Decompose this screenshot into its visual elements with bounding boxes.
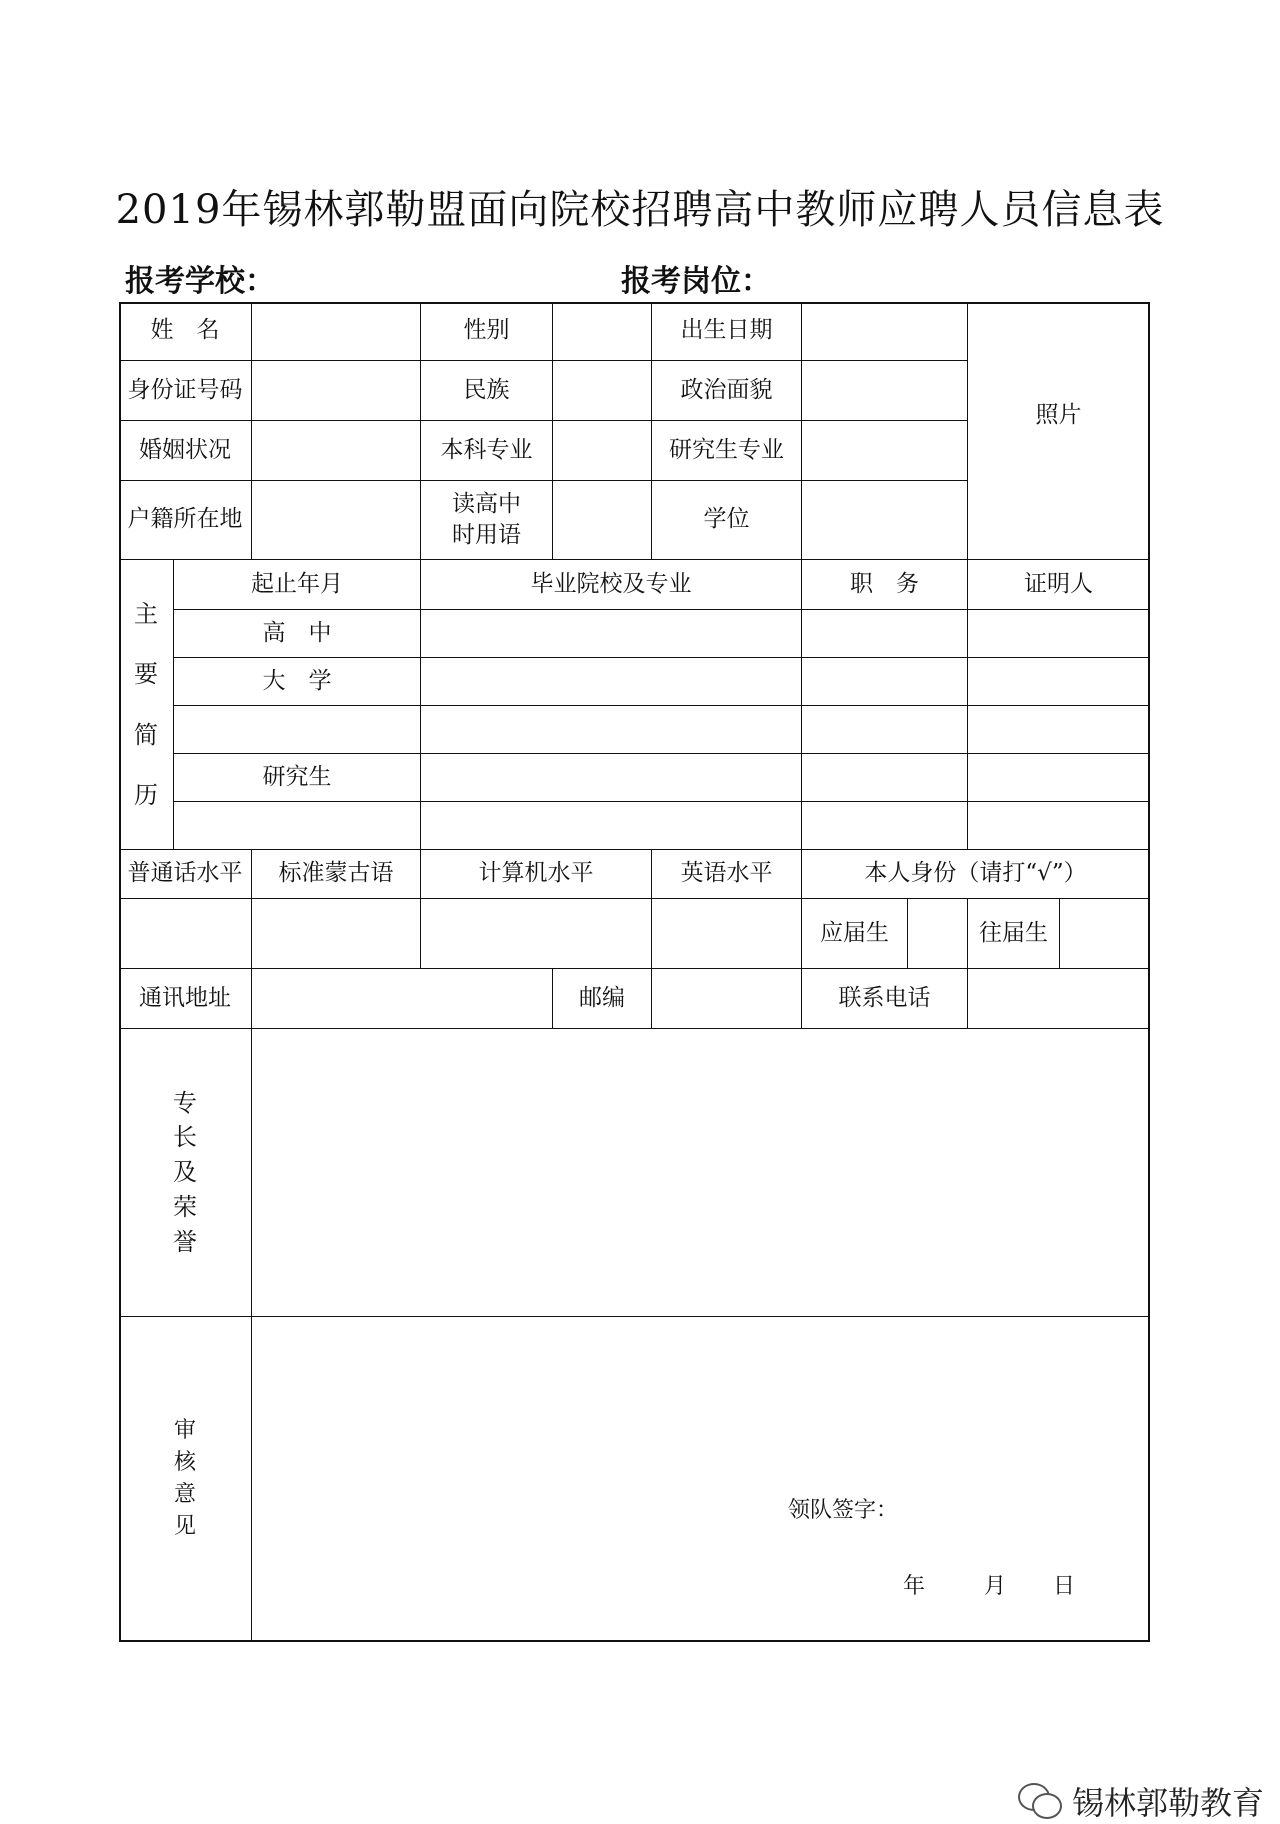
label-prev-grad: 往届生 <box>968 899 1060 969</box>
resume-school-5[interactable] <box>421 802 802 850</box>
field-specialty[interactable] <box>252 1029 1150 1317</box>
school-label: 报考学校： <box>125 264 275 299</box>
wechat-icon <box>1018 1783 1062 1819</box>
checkbox-prev-grad[interactable] <box>1060 899 1150 969</box>
label-specialty: 专 长 及 荣 誉 <box>119 1029 252 1317</box>
field-grad-major[interactable] <box>802 421 968 481</box>
label-undergrad-major: 本科专业 <box>421 421 553 481</box>
label-marital: 婚姻状况 <box>119 421 252 481</box>
label-name: 姓 名 <box>119 302 252 361</box>
label-degree: 学位 <box>652 481 802 560</box>
field-mandarin[interactable] <box>119 899 252 969</box>
label-postcode: 邮编 <box>553 969 652 1029</box>
field-birth[interactable] <box>802 302 968 361</box>
resume-duty-4[interactable] <box>802 754 968 802</box>
label-resume: 主 要 简 历 <box>119 560 174 850</box>
header-period: 起止年月 <box>174 560 421 610</box>
watermark-text: 锡林郭勒教育 <box>1072 1784 1265 1822</box>
field-ethnicity[interactable] <box>553 361 652 421</box>
field-english[interactable] <box>652 899 802 969</box>
field-degree[interactable] <box>802 481 968 560</box>
label-mongolian: 标准蒙古语 <box>252 850 421 899</box>
label-grad-major: 研究生专业 <box>652 421 802 481</box>
photo-box[interactable] <box>968 302 1150 560</box>
header-witness: 证明人 <box>968 560 1150 610</box>
label-birth: 出生日期 <box>652 302 802 361</box>
field-undergrad-major[interactable] <box>553 421 652 481</box>
field-political[interactable] <box>802 361 968 421</box>
label-gender: 性别 <box>421 302 553 361</box>
resume-row-highschool: 高 中 <box>174 610 421 658</box>
resume-period-5[interactable] <box>174 802 421 850</box>
resume-school-2[interactable] <box>421 658 802 706</box>
label-hukou: 户籍所在地 <box>119 481 252 560</box>
field-review[interactable] <box>252 1317 1150 1642</box>
signature-label: 领队签字： <box>788 1498 899 1523</box>
resume-witness-1[interactable] <box>968 610 1150 658</box>
position-label: 报考岗位： <box>621 264 771 299</box>
header-school-major: 毕业院校及专业 <box>421 560 802 610</box>
label-fresh-grad: 应届生 <box>802 899 908 969</box>
label-address: 通讯地址 <box>119 969 252 1029</box>
label-phone: 联系电话 <box>802 969 968 1029</box>
photo-label: 照片 <box>1035 401 1082 428</box>
field-computer[interactable] <box>421 899 652 969</box>
label-hs-language: 读高中 时用语 <box>421 481 553 560</box>
label-id-number: 身份证号码 <box>119 361 252 421</box>
resume-witness-5[interactable] <box>968 802 1150 850</box>
field-hs-language[interactable] <box>553 481 652 560</box>
label-identity: 本人身份（请打“√”） <box>802 850 1150 899</box>
resume-duty-2[interactable] <box>802 658 968 706</box>
resume-duty-3[interactable] <box>802 706 968 754</box>
page-title: 2019年锡林郭勒盟面向院校招聘高中教师应聘人员信息表 <box>115 187 1165 233</box>
label-mandarin: 普通话水平 <box>119 850 252 899</box>
resume-witness-2[interactable] <box>968 658 1150 706</box>
label-computer: 计算机水平 <box>421 850 652 899</box>
resume-row-university: 大 学 <box>174 658 421 706</box>
field-hukou[interactable] <box>252 481 421 560</box>
watermark <box>1018 1778 1264 1824</box>
label-review: 审 核 意 见 <box>119 1317 252 1642</box>
date-day: 日 <box>1053 1574 1076 1599</box>
field-address[interactable] <box>252 969 553 1029</box>
date-month: 月 <box>984 1574 1007 1599</box>
resume-school-4[interactable] <box>421 754 802 802</box>
header-duty: 职 务 <box>802 560 968 610</box>
label-english: 英语水平 <box>652 850 802 899</box>
resume-duty-1[interactable] <box>802 610 968 658</box>
date-year: 年 <box>903 1574 926 1599</box>
field-mongolian[interactable] <box>252 899 421 969</box>
resume-period-3[interactable] <box>174 706 421 754</box>
resume-witness-3[interactable] <box>968 706 1150 754</box>
field-name[interactable] <box>252 302 421 361</box>
field-id-number[interactable] <box>252 361 421 421</box>
resume-witness-4[interactable] <box>968 754 1150 802</box>
label-political: 政治面貌 <box>652 361 802 421</box>
resume-school-1[interactable] <box>421 610 802 658</box>
info-form-table <box>119 302 1150 1642</box>
field-phone[interactable] <box>968 969 1150 1029</box>
checkbox-fresh-grad[interactable] <box>908 899 968 969</box>
resume-row-graduate: 研究生 <box>174 754 421 802</box>
label-ethnicity: 民族 <box>421 361 553 421</box>
field-marital[interactable] <box>252 421 421 481</box>
field-postcode[interactable] <box>652 969 802 1029</box>
field-gender[interactable] <box>553 302 652 361</box>
resume-school-3[interactable] <box>421 706 802 754</box>
resume-duty-5[interactable] <box>802 802 968 850</box>
